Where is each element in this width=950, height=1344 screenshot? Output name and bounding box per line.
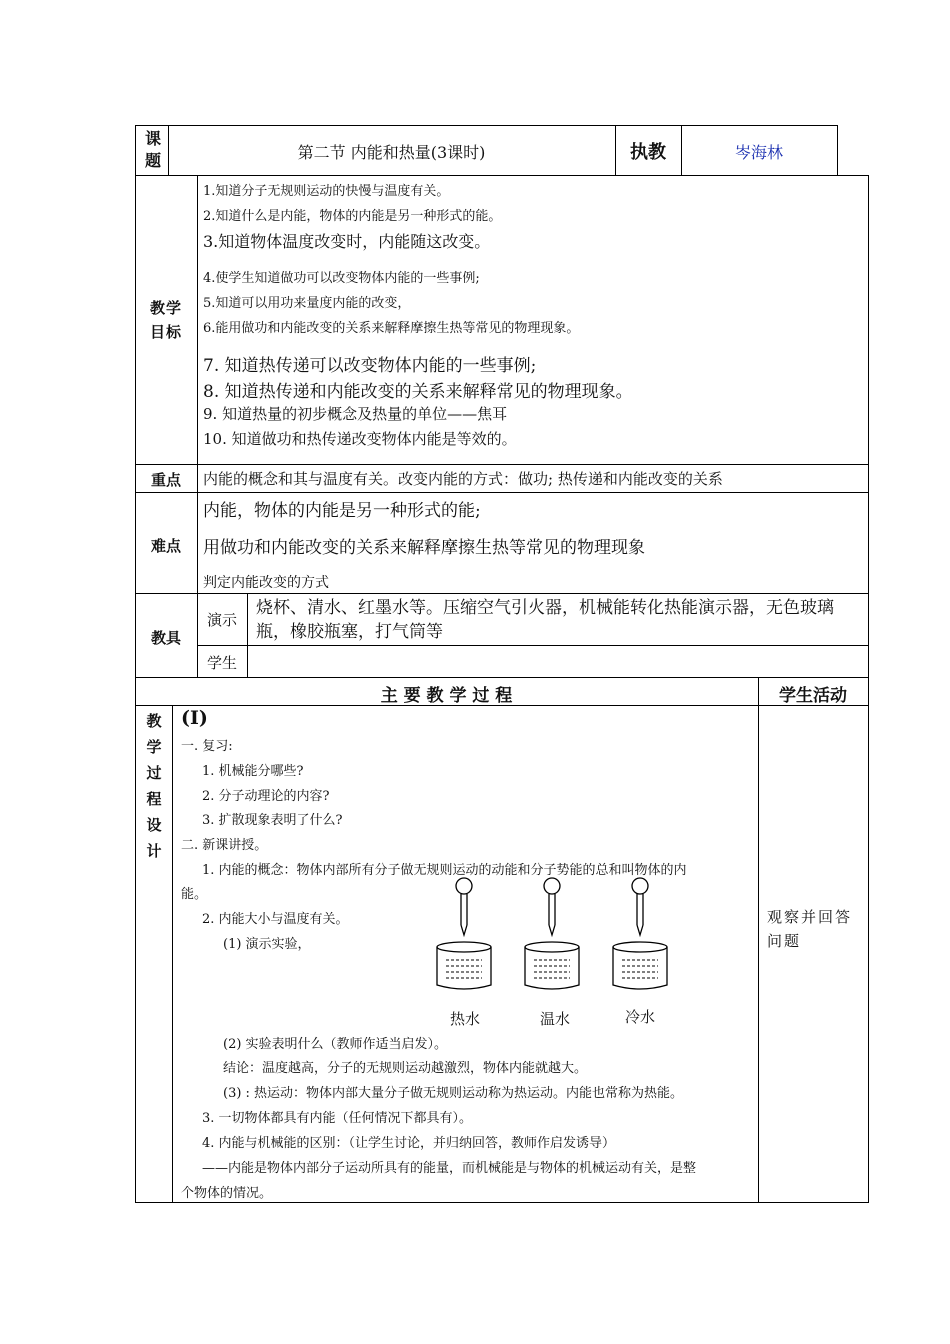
beaker-warm [525,878,579,989]
beaker-cold [613,878,667,989]
process-line: (3) : 热运动：物体内部大量分子做无规则运动称为热运动。内能也常称为热能。 [223,1086,684,1101]
teacher-name: 岑海林 [734,143,783,162]
process-line: ——内能是物体内部分子运动所具有的能量，而机械能是与物体的机械运动有关，是整 [202,1161,697,1176]
teacher-label: 执教 [630,142,666,163]
process-line: 1. 内能的概念：物体内部所有分子做无规则运动的动能和分子势能的总和叫物体的内 [202,863,687,878]
objective-item: 9. 知道热量的初步概念及热量的单位——焦耳 [203,405,508,423]
objective-item: 4.使学生知道做功可以改变物体内能的一些事例; [203,271,480,286]
process-line: (2) 实验表明什么（教师作适当启发）。 [223,1037,448,1052]
process-line: 2. 分子动理论的内容? [202,789,330,804]
process-line: 一. 复习: [181,739,233,754]
process-line: 3. 扩散现象表明了什么? [202,813,343,828]
process-line: 结论：温度越高，分子的无规则运动越激烈，物体内能就越大。 [223,1061,588,1076]
key-points-text: 内能的概念和其与温度有关。改变内能的方式：做功; 热传递和内能改变的关系 [203,470,723,488]
part-label: (I) [181,707,208,729]
objective-item: 1.知道分子无规则运动的快慢与温度有关。 [203,184,450,199]
student-label: 学生 [206,654,237,672]
difficulties-label: 难点 [150,537,181,555]
course-label: 课题 [144,129,161,170]
process-line: 3. 一切物体都具有内能（任何情况下都具有）。 [202,1111,473,1126]
process-side-label: 教 学 过 程 设 计 [146,712,162,860]
process-line: 二. 新课讲授。 [181,838,268,853]
objective-item: 2.知道什么是内能，物体的内能是另一种形式的能。 [203,209,502,224]
objective-item: 3.知道物体温度改变时，内能随这改变。 [203,232,491,251]
process-line: 2. 内能大小与温度有关。 [202,912,349,927]
course-title: 第二节 内能和热量(3课时) [297,143,486,162]
process-line: 能。 [181,887,208,902]
beaker-label-cold: 冷水 [624,1008,655,1026]
difficulty-line: 判定内能改变的方式 [203,575,329,591]
difficulty-line: 用做功和内能改变的关系来解释摩擦生热等常见的物理现象 [203,538,645,558]
objective-item: 10. 知道做功和热传递改变物体内能是等效的。 [203,430,517,448]
objective-item: 7. 知道热传递可以改变物体内能的一些事例; [203,356,537,376]
process-line: 个物体的情况。 [181,1186,273,1201]
objective-item: 8. 知道热传递和内能改变的关系来解释常见的物理现象。 [203,382,633,402]
beaker-label-hot: 热水 [449,1010,480,1028]
process-header: 主 要 教 学 过 程 [380,686,513,706]
activity-text: 观察并回答问题 [767,908,853,950]
beaker-label-warm: 温水 [539,1010,570,1028]
demo-label: 演示 [206,611,237,629]
process-line: 4. 内能与机械能的区别：（让学生讨论，并归纳回答，教师作启发诱导） [202,1136,616,1151]
difficulty-line: 内能，物体的内能是另一种形式的能; [203,501,481,521]
beaker-hot [437,878,491,989]
beaker-diagram [430,875,680,995]
demo-text: 烧杯、清水、红墨水等。压缩空气引火器，机械能转化热能演示器，无色玻璃瓶，橡胶瓶塞，打气筒等 [256,598,834,642]
process-line: (1) 演示实验， [223,937,311,952]
activity-header: 学生活动 [779,686,847,706]
objectives-label: 教学目标 [149,299,182,341]
key-points-label: 重点 [150,471,181,489]
objective-item: 6.能用做功和内能改变的关系来解释摩擦生热等常见的物理现象。 [203,321,580,336]
objective-item: 5.知道可以用功来量度内能的改变， [203,296,411,311]
process-line: 1. 机械能分哪些? [202,764,304,779]
equipment-label: 教具 [150,629,181,647]
